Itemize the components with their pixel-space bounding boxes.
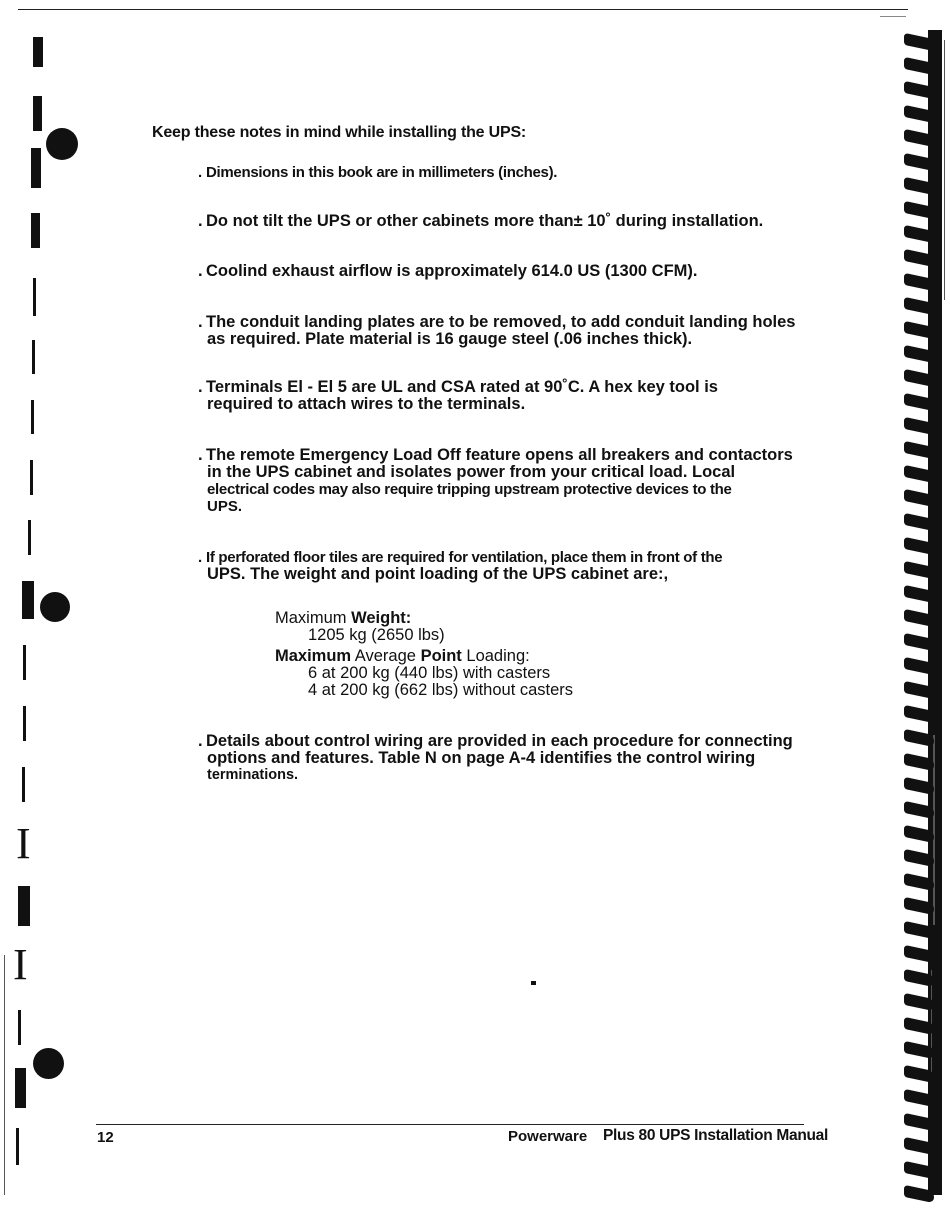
- max-weight-value: 1205 kg (2650 lbs): [308, 626, 445, 644]
- note-tilt: . Do not tilt the UPS or other cabinets more than± 10˚ during installation.: [198, 212, 764, 230]
- binding-hole-icon: [40, 592, 70, 622]
- max-weight-label: Maximum Weight:: [275, 609, 412, 627]
- binding-hole-icon: [46, 128, 78, 160]
- top-rule-fragment: [880, 16, 906, 17]
- scan-mark: [33, 37, 43, 67]
- scan-mark: [30, 460, 33, 495]
- note-dimensions: . Dimensions in this book are in millimeters (inches).: [198, 164, 558, 181]
- intro-heading: Keep these notes in mind while installing the UPS:: [152, 124, 527, 141]
- scan-mark: [31, 148, 41, 188]
- scan-edge-line: [4, 955, 5, 1195]
- footer-brand: Powerware: [508, 1128, 588, 1145]
- footer-manual-title: Plus 80 UPS Installation Manual: [603, 1127, 828, 1144]
- scan-mark: [18, 886, 30, 926]
- scan-edge-line: [944, 40, 945, 300]
- scan-mark: I: [16, 819, 31, 868]
- point-loading-label: Maximum Average Point Loading:: [275, 647, 530, 665]
- page-number: 12: [97, 1129, 114, 1146]
- scan-mark: [31, 213, 40, 248]
- note-conduit: . The conduit landing plates are to be removed, to add conduit landing holes as required. Plate material is 16 gauge steel (.06 inches thick).: [198, 313, 796, 348]
- scan-mark: [33, 278, 36, 316]
- scan-mark: [16, 1128, 19, 1165]
- scan-mark: [31, 400, 34, 434]
- scan-mark: [33, 96, 42, 131]
- top-rule: [18, 9, 908, 10]
- scan-mark: [22, 581, 34, 619]
- scan-mark: [28, 520, 31, 555]
- footer-rule: [96, 1124, 804, 1125]
- note-airflow: . Coolind exhaust airflow is approximately 614.0 US (1300 CFM).: [198, 262, 698, 280]
- weight-specs: [275, 610, 573, 699]
- scan-mark: [22, 767, 25, 802]
- note-control-wiring: . Details about control wiring are provided in each procedure for connecting options and features. Table N on page A-4 identifies the control wiring terminations.: [198, 732, 793, 783]
- note-floor-tiles: . If perforated floor tiles are required for ventilation, place them in front of the UPS. The weight and point loading of the UPS cabinet are:,: [198, 549, 723, 583]
- note-emergency-load-off: . The remote Emergency Load Off feature opens all breakers and contactors in the UPS cabinet and isolates power from your critical load. Local electrical codes may also require tripping upstream protective devices to the UPS.: [198, 446, 793, 515]
- loading-without-casters: 4 at 200 kg (662 lbs) without casters: [308, 681, 574, 699]
- scan-mark: [18, 1010, 21, 1045]
- scan-speck: [531, 981, 536, 985]
- binding-hole-icon: [33, 1048, 64, 1079]
- scan-mark: [23, 706, 26, 741]
- loading-with-casters: 6 at 200 kg (440 lbs) with casters: [308, 664, 551, 682]
- note-terminals: . Terminals El - El 5 are UL and CSA rated at 90˚C. A hex key tool is required to attach wires to the terminals.: [198, 378, 718, 413]
- scan-mark: [23, 645, 26, 680]
- scan-mark: [32, 340, 35, 374]
- scan-mark: I: [13, 940, 28, 989]
- scan-mark: [15, 1068, 26, 1108]
